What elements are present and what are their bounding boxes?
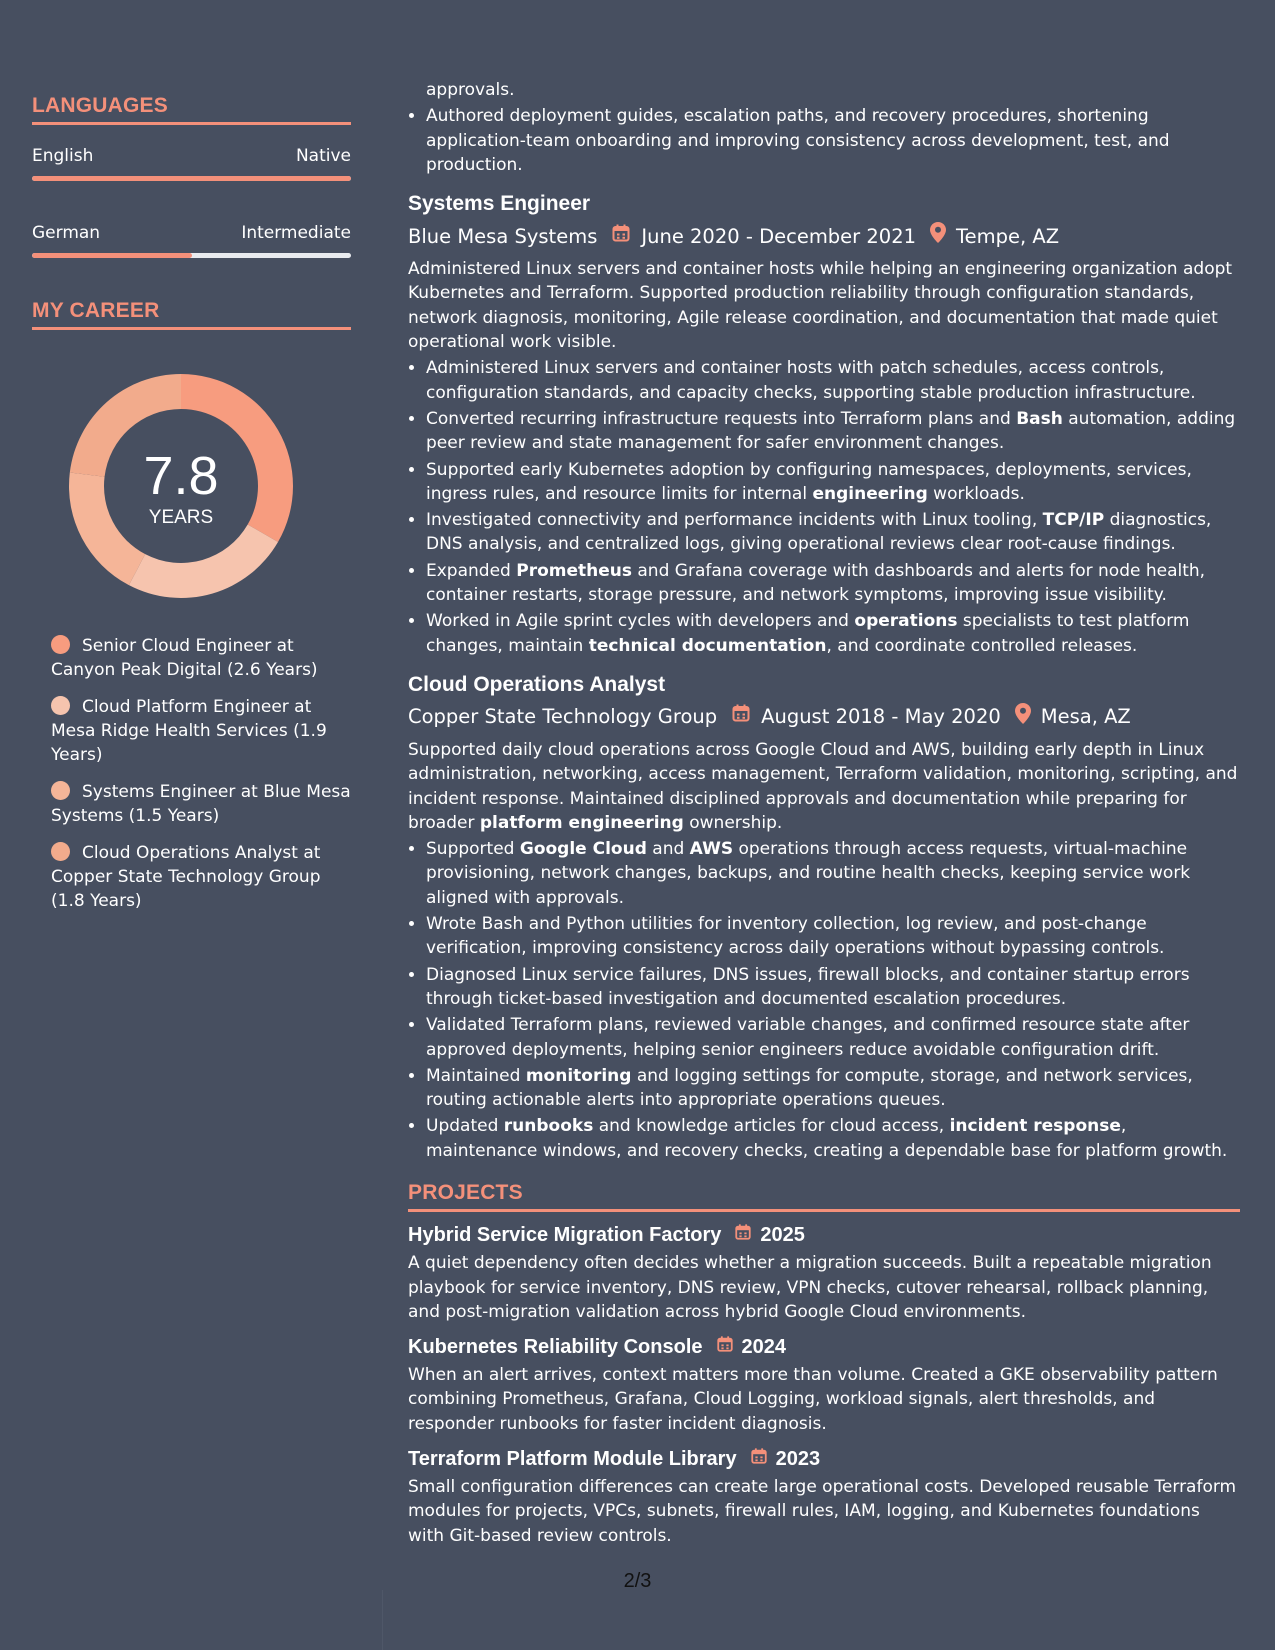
legend-dot <box>51 842 70 861</box>
project-name: Kubernetes Reliability Console <box>408 1336 703 1359</box>
job-entry <box>408 671 1240 1163</box>
career-legend-item <box>51 634 351 682</box>
project-name: Hybrid Service Migration Factory <box>408 1224 722 1247</box>
project-header <box>408 1221 1240 1249</box>
project-year: 2025 <box>760 1224 805 1247</box>
job-bullets <box>408 837 1240 1163</box>
career-legend-item <box>51 695 351 767</box>
experience-list <box>408 190 1240 1163</box>
company-name: Copper State Technology Group <box>408 705 718 729</box>
project-entry <box>408 1333 1240 1436</box>
language-level: Intermediate <box>241 223 351 243</box>
legend-label: Systems Engineer at Blue Mesa Systems (1.5 Years) <box>51 782 351 826</box>
job-summary: Administered Linux servers and container hosts while helping an engineering organization adopt Kubernetes and Terraform. Supported production reliability through configuration standards, network diagnosis, monitoring, Agile release coordination, and documentation that made quiet operational work visible. <box>408 259 1233 353</box>
calendar-icon <box>611 223 631 251</box>
projects-heading: PROJECTS <box>408 1181 1240 1212</box>
bold-keyword: Google Cloud <box>519 839 647 860</box>
bold-keyword: TCP/IP <box>1042 510 1105 531</box>
legend-label: Senior Cloud Engineer at Canyon Peak Digital (2.6 Years) <box>51 636 318 680</box>
company-name: Blue Mesa Systems <box>408 224 598 248</box>
bullet-item: • Converted recurring infrastructure requests into Terraform plans and Bash automation, adding peer review and state management for safer environment changes. <box>426 407 1240 456</box>
job-meta <box>408 222 1240 251</box>
sidebar <box>32 94 351 926</box>
language-row <box>32 222 351 244</box>
legend-dot <box>51 696 70 715</box>
bullet-item: • Supported early Kubernetes adoption by configuring namespaces, deployments, services, ingress rules, and resource limits for internal engineering workloads. <box>426 458 1240 507</box>
project-list <box>408 1221 1240 1548</box>
calendar-icon <box>716 1333 734 1361</box>
language-level: Native <box>295 146 351 166</box>
legend-label: Cloud Platform Engineer at Mesa Ridge Health Services (1.9 Years) <box>51 697 327 765</box>
bullet-item: • Maintained monitoring and logging settings for compute, storage, and network services, routing actionable alerts into appropriate operations queues. <box>426 1064 1240 1113</box>
map-pin-icon <box>1015 703 1031 732</box>
bold-keyword: Bash <box>1016 408 1063 429</box>
project-name: Terraform Platform Module Library <box>408 1448 737 1471</box>
legend-dot <box>51 781 70 800</box>
job-location: Tempe, AZ <box>956 224 1060 248</box>
bold-keyword: runbooks <box>503 1116 594 1137</box>
project-header <box>408 1445 1240 1473</box>
bullet-item: approvals. <box>426 80 515 100</box>
bold-keyword: engineering <box>812 483 928 504</box>
project-description: Small configuration differences can create large operational costs. Developed reusable Terraform modules for projects, VPCs, subnets, firewall rules, IAM, logging, and Kubernetes foundations with Git-based review controls. <box>408 1477 1237 1546</box>
bold-keyword: operations <box>854 611 958 632</box>
bullet-item: • Validated Terraform plans, reviewed variable changes, and confirmed resource state after approved deployments, helping senior engineers reduce avoidable configuration drift. <box>426 1013 1240 1062</box>
job-location: Mesa, AZ <box>1040 705 1131 729</box>
job-summary: Supported daily cloud operations across Google Cloud and AWS, building early depth in Linux administration, networking, access management, Terraform validation, monitoring, scripting, and incident response. Maintained disciplined approvals and documentation while preparing for broader platform engineering ownership. <box>408 739 1238 833</box>
language-item <box>32 145 351 181</box>
project-description: A quiet dependency often decides whether a migration succeeds. Built a repeatable migration playbook for service inventory, DNS review, VPN checks, cutover rehearsal, rollback planning, and post-migration validation across hybrid Google Cloud environments. <box>408 1253 1212 1322</box>
career-legend-item <box>51 780 351 828</box>
languages-heading: LANGUAGES <box>32 94 351 125</box>
calendar-icon <box>731 703 751 731</box>
project-header <box>408 1333 1240 1361</box>
map-pin-icon <box>930 222 946 251</box>
language-item <box>32 222 351 258</box>
bullet-item: • Updated runbooks and knowledge articles for cloud access, incident response, maintenance windows, and recovery checks, creating a dependable base for platform growth. <box>426 1114 1240 1163</box>
donut-center <box>66 371 296 601</box>
project-year: 2023 <box>775 1448 821 1471</box>
project-description: When an alert arrives, context matters more than volume. Created a GKE observability pattern combining Prometheus, Grafana, Cloud Logging, workload signals, alert thresholds, and responder runbooks for faster incident diagnosis. <box>408 1365 1218 1434</box>
bullet-item: • Supported Google Cloud and AWS operations through access requests, virtual-machine provisioning, network changes, backups, and routine health checks, keeping service work aligned with approvals. <box>426 837 1240 910</box>
page-number: 2/3 <box>623 1570 652 1592</box>
bold-keyword: technical documentation <box>588 635 827 656</box>
continued-bullets <box>408 78 1240 177</box>
project-year: 2024 <box>741 1336 787 1359</box>
bullet-item: • Investigated connectivity and performance incidents with Linux tooling, TCP/IP diagnostics, DNS analysis, and centralized logs, giving operational reviews clear root-cause findings. <box>426 508 1240 557</box>
column-divider <box>382 1590 383 1650</box>
bold-keyword: incident response <box>949 1116 1121 1137</box>
language-name: German <box>32 223 101 243</box>
job-dates: August 2018 - May 2020 <box>761 705 1001 729</box>
project-entry <box>408 1445 1240 1548</box>
language-row <box>32 145 351 167</box>
language-proficiency-bar <box>32 253 351 258</box>
language-proficiency-fill <box>32 176 351 181</box>
career-legend-item <box>51 841 351 913</box>
job-entry <box>408 190 1240 658</box>
legend-dot <box>51 635 70 654</box>
calendar-icon <box>750 1445 768 1473</box>
bullet-item: • Worked in Agile sprint cycles with developers and operations specialists to test platform changes, maintain technical documentation, and coordinate controlled releases. <box>426 609 1240 658</box>
bullet-item: • Authored deployment guides, escalation paths, and recovery procedures, shortening application-team onboarding and improving consistency across development, test, and production. <box>426 104 1240 177</box>
career-total-years: 7.8 <box>143 446 219 506</box>
bold-keyword: monitoring <box>525 1065 632 1086</box>
bullet-item: • Diagnosed Linux service failures, DNS issues, firewall blocks, and container startup errors through ticket-based investigation and documented escalation procedures. <box>426 963 1240 1012</box>
bullet-item: • Wrote Bash and Python utilities for inventory collection, log review, and post-change verification, improving consistency across daily operations without bypassing controls. <box>426 912 1240 961</box>
main-content <box>408 78 1240 1548</box>
job-bullets <box>408 356 1240 658</box>
calendar-icon <box>734 1221 752 1249</box>
career-heading: MY CAREER <box>32 299 351 330</box>
bold-keyword: Prometheus <box>516 560 632 581</box>
job-title: Systems Engineer <box>408 192 591 216</box>
bold-keyword: platform engineering <box>479 812 684 833</box>
bullet-item: • Expanded Prometheus and Grafana coverage with dashboards and alerts for node health, container restarts, storage pressure, and network symptoms, improving issue visibility. <box>426 559 1240 608</box>
legend-label: Cloud Operations Analyst at Copper State Technology Group (1.8 Years) <box>51 843 321 911</box>
job-meta <box>408 703 1240 732</box>
language-proficiency-bar <box>32 176 351 181</box>
job-title: Cloud Operations Analyst <box>408 672 666 696</box>
project-entry <box>408 1221 1240 1324</box>
language-list <box>32 145 351 258</box>
bold-keyword: AWS <box>689 839 734 860</box>
bullet-item: • Administered Linux servers and container hosts with patch schedules, access controls, configuration standards, and capacity checks, supporting stable production infrastructure. <box>426 356 1240 405</box>
career-total-unit: YEARS <box>148 507 214 528</box>
language-proficiency-fill <box>32 253 192 258</box>
job-dates: June 2020 - December 2021 <box>641 224 917 248</box>
career-legend <box>51 634 351 913</box>
career-donut-chart <box>66 371 296 601</box>
language-name: English <box>32 146 94 166</box>
